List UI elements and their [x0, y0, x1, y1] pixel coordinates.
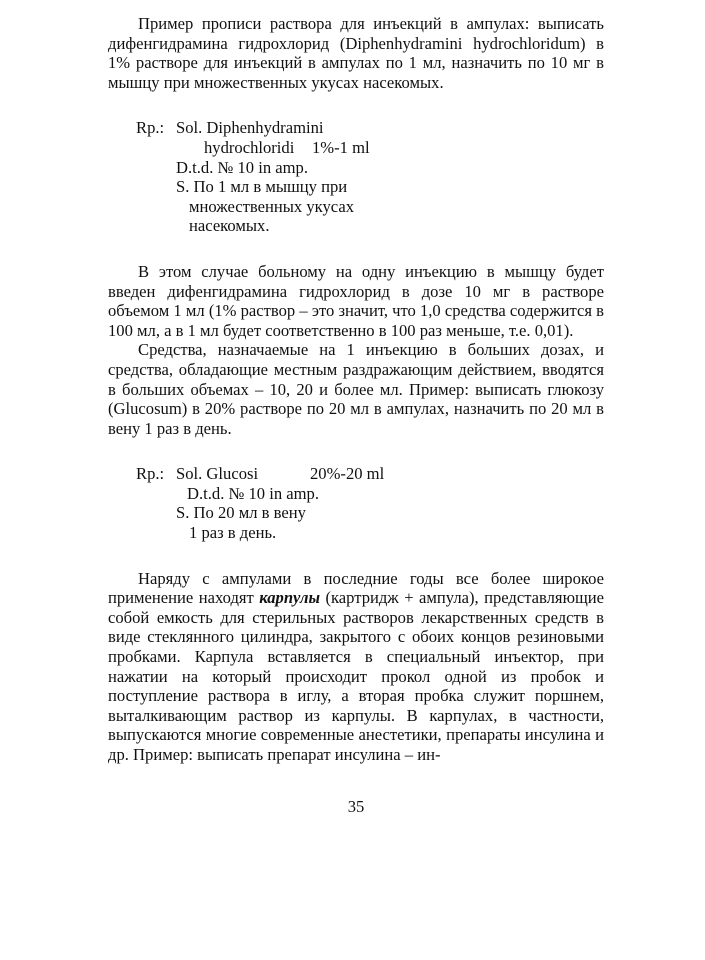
paragraph-intro: Пример прописи раствора для инъекций в ампулах: выписать дифенгидрамина гидрохлорид (Diphenhydramini hydrochloridum) в 1% растворе для инъекций в ампулах по 1 мл, назначить по 10 мг в мышцу при множественных укусах насекомых.	[108, 14, 604, 92]
rx1-drug-cont: hydrochloridi	[204, 137, 295, 157]
rx1-signa: S. По 1 мл в мышцу при	[176, 177, 348, 197]
rx1-drug: Sol. Diphenhydramini	[176, 118, 324, 138]
carpules-text-before: Наряду с ампулами в последние годы все более широкое применение находят	[108, 568, 604, 608]
rx2-dose: 20%-20 ml	[310, 464, 385, 484]
prescription-glucose	[136, 464, 604, 542]
rx1-signa-cont2: насекомых.	[189, 216, 270, 236]
prescription-diphenhydramine	[136, 118, 604, 236]
paragraph-carpules	[108, 569, 604, 765]
paragraph-large-doses: Средства, назначаемые на 1 инъекцию в больших дозах, и средства, обладающие местным раздражающим действием, вводятся в больших объемах – 10, 20 и более мл. Пример: выписать глюкозу (Glucosum) в 20% растворе по 20 мл в ампулах, назначить по 20 мл в вену 1 раз в день.	[108, 340, 604, 438]
rx1-prefix: Rp.:	[136, 118, 165, 138]
rx1-line1	[136, 118, 604, 138]
rx2-dtd: D.t.d. № 10 in amp.	[187, 483, 319, 503]
rx1-dtd: D.t.d. № 10 in amp.	[176, 157, 308, 177]
rx2-signa: S. По 20 мл в вену	[176, 503, 306, 523]
page-body	[108, 14, 604, 816]
rx2-prefix: Rp.:	[136, 464, 165, 484]
rx2-drug: Sol. Glucosi	[176, 464, 259, 484]
rx1-dose: 1%-1 ml	[312, 137, 370, 157]
rx2-line1	[136, 464, 604, 484]
page-number: 35	[347, 797, 365, 816]
rx2-signa-cont: 1 раз в день.	[189, 523, 277, 543]
paragraph-explanation: В этом случае больному на одну инъекцию в мышцу будет введен дифенгидрамина гидрохлорид в дозе 10 мг в растворе объемом 1 мл (1% раствор – это значит, что 1,0 средства содержится в 100 мл, а в 1 мл будет соответственно в 100 раз меньше, т.е. 0,01).	[108, 261, 604, 340]
rx1-signa-cont1: множественных укусах	[189, 196, 355, 216]
carpules-text-after: (картридж + ампула), представляющие собой емкость для стерильных растворов лекарственных средств в виде стеклянного цилиндра, закрытого с обоих концов резиновыми пробками. Карпула вставляется в специальный инъектор, при нажатии на который происходит прокол одной из пробок и поступление раствора в иглу, а вторая пробка служит поршнем, выталкивающим раствор из карпулы. В карпулах, в частности, выпускаются многие современные анестетики, препараты инсулина и др. Пример: выписать препарат инсулина – ин-	[108, 588, 604, 764]
rx1-line2	[136, 138, 604, 158]
carpules-term: карпулы	[259, 588, 321, 608]
